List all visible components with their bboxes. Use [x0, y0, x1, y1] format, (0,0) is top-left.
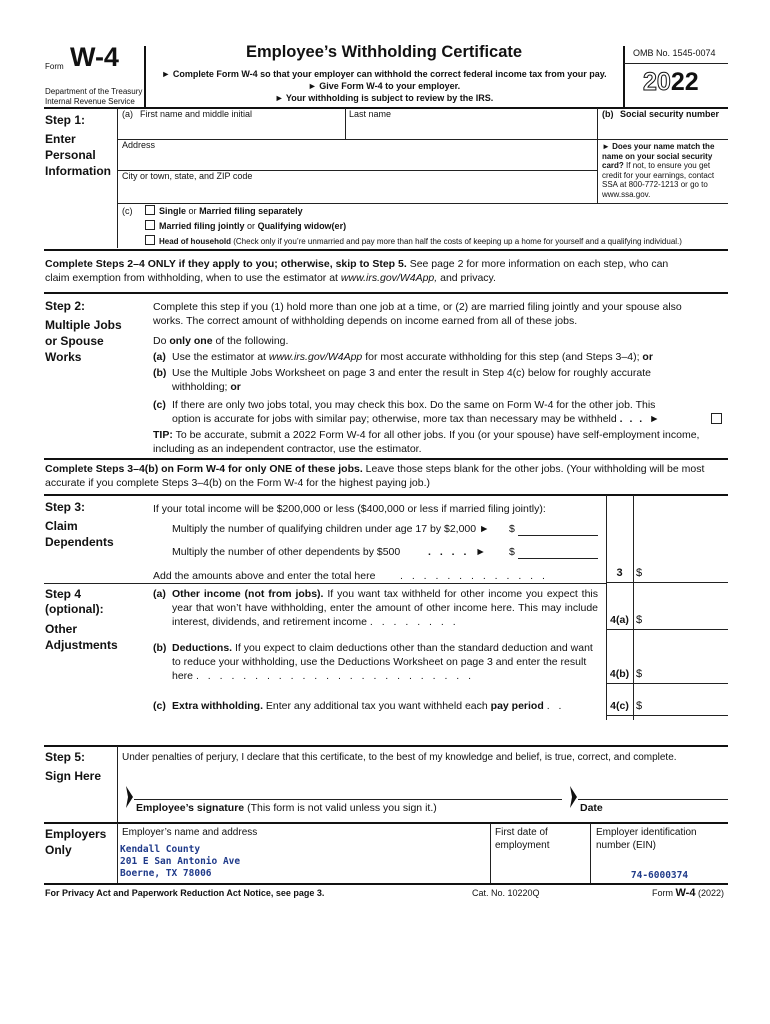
line-4c-box: 4(c)	[610, 700, 629, 712]
form-name: W-4	[70, 42, 119, 72]
step3-add-dots: . . . . . . . . . . . . .	[400, 570, 548, 582]
step4-a-label: (a)	[153, 588, 166, 600]
line-4a-amount-input[interactable]	[644, 613, 728, 629]
address-label: Address	[122, 140, 156, 150]
step3-other-line: Multiply the number of other dependents by $500	[172, 546, 401, 558]
instruction-3: ► Your withholding is subject to review by the IRS.	[274, 93, 494, 103]
step4-a-text: Other income (not from jobs). If you want tax withheld for other income you expect this year that won’t have withholding, enter the amount of other income here. This may include interest, dividends, and retirement income . . . . . . . .	[172, 588, 598, 629]
dept-treasury: Department of the Treasury	[45, 87, 143, 96]
step1-b-label: (b)	[602, 109, 614, 119]
signature-input[interactable]	[136, 781, 560, 799]
line-4b-box: 4(b)	[609, 668, 630, 680]
head-of-household-checkbox[interactable]	[145, 235, 155, 245]
other-dependents-amount-input[interactable]	[518, 543, 598, 558]
step2-tip: TIP: To be accurate, submit a 2022 Form W-4 for all other jobs. If you (or your spouse) have self-employment income, including as an independent contractor, use the estimator.	[153, 429, 700, 456]
line-3-box: 3	[616, 567, 623, 579]
line-4b-dollar: $	[636, 668, 643, 680]
step2-label: Step 2:	[45, 299, 86, 313]
line-4a-dollar: $	[636, 614, 643, 626]
line-4a-box: 4(a)	[610, 614, 629, 626]
step4-b-text: Deductions. If you expect to claim deductions other than the standard deduction and want to reduce your withholding, use the Deductions Worksheet on page 3 and enter the result here . . . . . . . . . . . . . . . . . . . . . . . .	[172, 642, 593, 683]
city-label: City or town, state, and ZIP code	[122, 171, 253, 181]
step1-a-label: (a)	[122, 109, 133, 119]
line-4b-amount-input[interactable]	[644, 667, 728, 683]
name-match-note: ► Does your name match the name on your social security card? If not, to ensure you get credit for your earnings, contact SSA at 800-772-1213 or go to www.ssa.gov.	[602, 142, 715, 199]
form-word: Form	[45, 62, 64, 71]
line-3-dollar: $	[636, 567, 643, 579]
step5-label: Step 5:	[45, 750, 86, 764]
step4-c-text: Extra withholding. Enter any additional tax you want withheld each pay period . .	[172, 700, 565, 712]
children-amount-input[interactable]	[518, 520, 598, 535]
step2-description: Complete this step if you (1) hold more than one job at a time, or (2) are married filing jointly and your spouse also works. The correct amount of withholding depends on income earned from all of these jobs.	[153, 301, 682, 328]
step1-title: Enter Personal Information	[45, 132, 111, 179]
line-3-amount-input[interactable]	[644, 566, 728, 582]
step3-children-line: Multiply the number of qualifying children under age 17 by $2,000 ►	[172, 523, 490, 535]
married-jointly-checkbox[interactable]	[145, 220, 155, 230]
date-input[interactable]	[580, 781, 728, 799]
step2-b-label: (b)	[153, 367, 167, 379]
address-input[interactable]	[118, 151, 596, 169]
step3-add-line: Add the amounts above and enter the total here	[153, 570, 376, 582]
employer-name-address[interactable]	[120, 844, 240, 880]
signature-label: Employee’s signature (This form is not valid unless you sign it.)	[136, 802, 437, 814]
step3-intro: If your total income will be $200,000 or less ($400,000 or less if married filing jointly):	[153, 503, 546, 515]
date-arrow-icon	[568, 786, 578, 808]
privacy-notice: For Privacy Act and Paperwork Reduction Act Notice, see page 3.	[45, 888, 325, 898]
step3-children-dollar: $	[509, 523, 515, 535]
footer-form-id: Form W-4 (2022)	[652, 887, 724, 899]
filing-status-single: Single or Married filing separately	[159, 206, 303, 216]
line-4c-dollar: $	[636, 700, 643, 712]
employers-only-title: Employers Only	[45, 827, 107, 858]
perjury-statement: Under penalties of perjury, I declare that this certificate, to the best of my knowledge and belief, is true, correct, and complete.	[122, 752, 677, 763]
step4-title: Other Adjustments	[45, 622, 118, 653]
two-jobs-checkbox[interactable]	[711, 413, 722, 424]
last-name-input[interactable]	[346, 120, 596, 138]
step2-a-text: Use the estimator at www.irs.gov/W4App for most accurate withholding for this step (and Steps 3–4); or	[172, 351, 653, 363]
filing-status-married: Married filing jointly or Qualifying widow(er)	[159, 221, 347, 231]
single-checkbox[interactable]	[145, 205, 155, 215]
last-name-label: Last name	[349, 109, 392, 119]
step4-label: Step 4	[45, 587, 82, 601]
step2-b-text: Use the Multiple Jobs Worksheet on page 3 and enter the result in Step 4(c) below for roughly accurate withholding; or	[172, 367, 651, 394]
first-date-label: First date of employment	[495, 827, 550, 851]
instruction-2: ► Give Form W-4 to your employer.	[307, 81, 461, 91]
step1-label: Step 1:	[45, 113, 86, 127]
line-4c-amount-input[interactable]	[644, 699, 728, 715]
step3-other-dollar: $	[509, 546, 515, 558]
step4-optional: (optional):	[45, 602, 104, 616]
step4-c-label: (c)	[153, 700, 166, 712]
ein-label: Employer identification number (EIN)	[596, 827, 697, 851]
date-label: Date	[580, 802, 603, 814]
step2-c-text1: If there are only two jobs total, you may check this box. Do the same on Form W-4 for the other job. This	[172, 399, 656, 411]
step2-title: Multiple Jobs or Spouse Works	[45, 318, 122, 365]
step2-do-only-one: Do only one of the following.	[153, 335, 289, 347]
signature-arrow-icon	[124, 786, 134, 808]
step2-c-label: (c)	[153, 399, 166, 411]
first-date-input[interactable]	[491, 852, 590, 882]
step2-a-label: (a)	[153, 351, 166, 363]
catalog-number: Cat. No. 10220Q	[472, 888, 540, 898]
ssn-label: Social security number	[620, 109, 720, 119]
step1-c-label: (c)	[122, 206, 133, 216]
step3-title: Claim Dependents	[45, 519, 114, 550]
dept-irs: Internal Revenue Service	[45, 97, 135, 106]
ein-value[interactable]: 74-6000374	[630, 870, 689, 881]
employer-name-value: Kendall County	[120, 844, 201, 855]
first-name-label: First name and middle initial	[140, 109, 253, 119]
employer-name-label: Employer’s name and address	[122, 827, 258, 838]
first-name-input[interactable]	[118, 120, 345, 138]
steps-2-4-intro: Complete Steps 2–4 ONLY if they apply to you; otherwise, skip to Step 5. See page 2 for more information on each step, who can claim exemption from withholding, when to use the estimator at www.irs.gov/W4App, and privacy.	[45, 258, 669, 285]
city-input[interactable]	[118, 182, 596, 202]
employer-address-line1: 201 E San Antonio Ave	[120, 856, 241, 867]
instruction-1: ► Complete Form W-4 so that your employer can withhold the correct federal income tax from your pay.	[161, 69, 607, 79]
tax-year: 2022	[643, 68, 699, 96]
step3-label: Step 3:	[45, 500, 86, 514]
omb-number: OMB No. 1545-0074	[633, 48, 716, 58]
steps-3-4-note: Complete Steps 3–4(b) on Form W-4 for only ONE of these jobs. Leave those steps blank for the other jobs. (Your withholding will be most accurate if you complete Steps 3–4(b) on the Form W-4 for the highest paying job.)	[45, 463, 705, 490]
step2-c-text2: option is accurate for jobs with similar pay; otherwise, more tax than necessary may be withheld . . . ►	[172, 413, 662, 425]
step5-title: Sign Here	[45, 769, 102, 783]
filing-status-hoh: Head of household (Check only if you’re unmarried and pay more than half the costs of keeping up a home for yourself and a qualifying individual.)	[159, 237, 682, 246]
step4-b-label: (b)	[153, 642, 167, 654]
employer-address-line2: Boerne, TX 78006	[120, 868, 212, 879]
ssn-input[interactable]	[598, 120, 728, 138]
form-title: Employee’s Withholding Certificate	[245, 43, 523, 61]
step3-other-dots: . . . . ►	[428, 546, 489, 558]
